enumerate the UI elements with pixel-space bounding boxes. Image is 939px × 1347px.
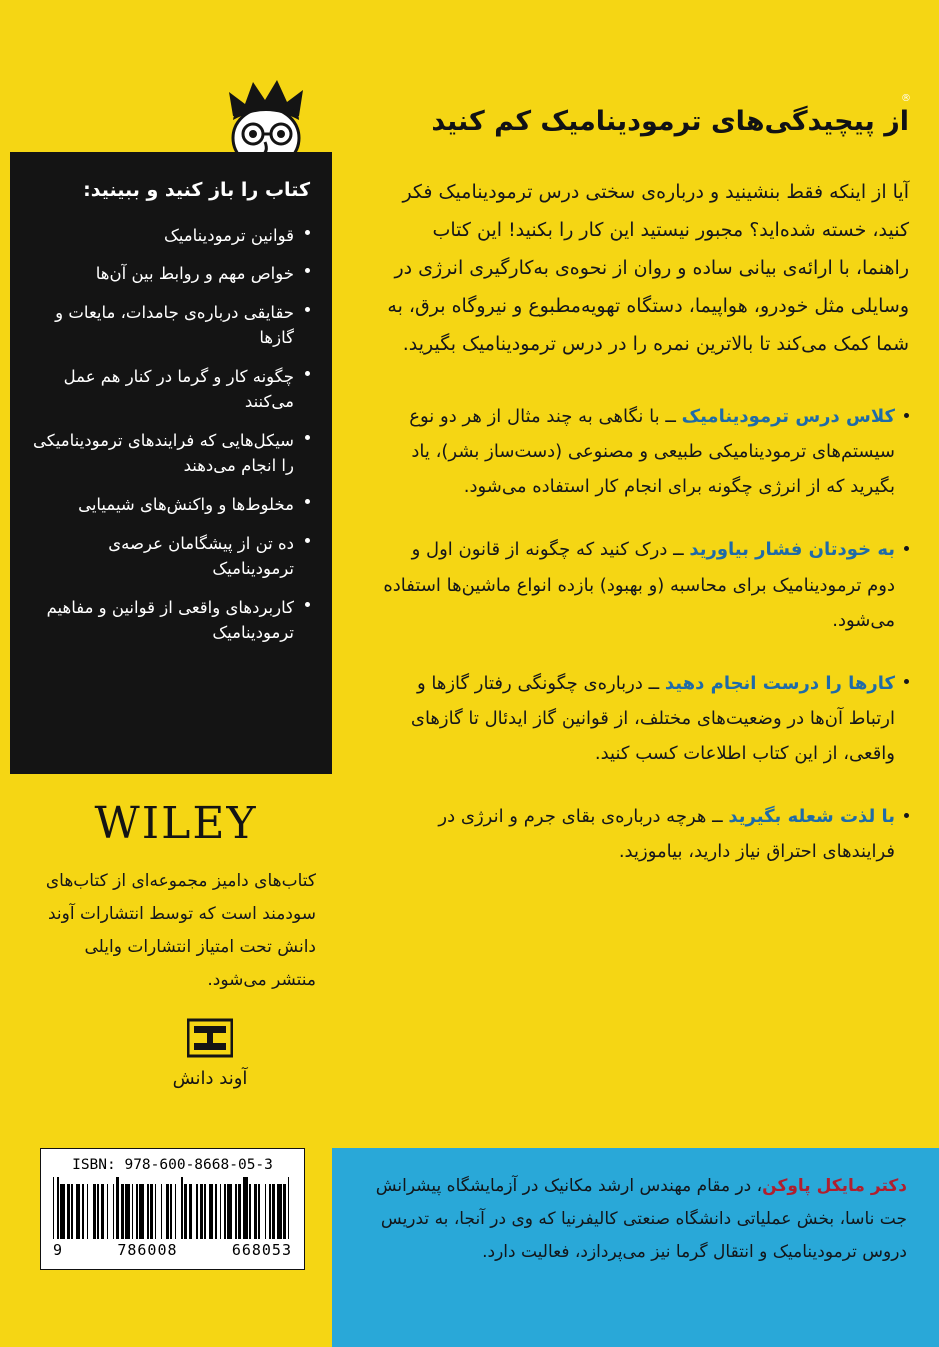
bullet-icon bbox=[305, 268, 310, 273]
list-item-label: سیکل‌هایی که فرایندهای ترمودینامیکی را انجام می‌دهند bbox=[32, 430, 294, 476]
list-item-label: ده تن از پیشگامان عرصه‌ی ترمودینامیک bbox=[108, 533, 294, 579]
barcode-digits bbox=[49, 1239, 296, 1259]
feature-item bbox=[379, 799, 909, 869]
list-item bbox=[32, 492, 310, 518]
wiley-block bbox=[36, 798, 316, 998]
page-title: از پیچیدگی‌های ترمودینامیک کم کنید bbox=[431, 106, 909, 137]
feature-lead: به خودتان فشار بیاورید bbox=[689, 539, 895, 561]
list-item bbox=[32, 531, 310, 582]
list-item bbox=[32, 223, 310, 249]
list-item bbox=[32, 595, 310, 646]
feature-item bbox=[379, 532, 909, 637]
wiley-logo: WILEY bbox=[94, 798, 258, 849]
list-item-label: خواص مهم و روابط بین آن‌ها bbox=[95, 264, 294, 284]
author-note bbox=[356, 1170, 907, 1269]
bullet-icon bbox=[904, 546, 909, 551]
feature-text: ــ با نگاهی به چند مثال از هر دو نوع سیستم‌های ترمودینامیکی طبیعی و مصنوعی (دست‌ساز بشر)، یاد بگیرید که از انرژی چگونه برای انجام کار استفاده می‌شود. bbox=[409, 406, 895, 498]
panel-list bbox=[32, 223, 310, 646]
bullet-icon bbox=[305, 371, 310, 376]
list-item bbox=[32, 364, 310, 415]
intro-paragraph: آیا از اینکه فقط بنشینید و درباره‌ی سختی درس ترمودینامیک فکر کنید، خسته شده‌اید؟ مجبور نیستید این کار را بکنید! این کتاب راهنما، با ارائه‌ی بیانی ساده و روان از نحوه‌ی به‌کارگیری انرژی در وسایلی مثل خودرو، هواپیما، دستگاه تهویه‌مطبوع و نیروگاه برق، به شما کمک می‌کند تا بالاترین نمره را در درس ترمودینامیک بگیرید. bbox=[387, 181, 909, 356]
barcode-block bbox=[40, 1148, 305, 1270]
barcode-bars bbox=[49, 1177, 296, 1239]
publisher-block bbox=[120, 1018, 300, 1089]
list-item-label: مخلوط‌ها و واکنش‌های شیمیایی bbox=[78, 495, 294, 514]
barcode-left-digit: 9 bbox=[53, 1241, 64, 1259]
feature-lead: کلاس درس ترمودینامیک bbox=[681, 406, 895, 428]
feature-lead: با لذت شعله بگیرید bbox=[728, 806, 895, 828]
feature-lead: کارها را درست انجام دهید bbox=[664, 672, 895, 694]
publisher-logo-icon bbox=[187, 1018, 233, 1058]
bullet-icon bbox=[305, 230, 310, 235]
wiley-note: کتاب‌های دامیز مجموعه‌ای از کتاب‌های سودمند است که توسط انتشارات آوند دانش تحت امتیاز انتشارات وایلی منتشر می‌شود. bbox=[45, 871, 316, 991]
list-item bbox=[32, 261, 310, 287]
bullet-icon bbox=[305, 538, 310, 543]
bullet-icon bbox=[305, 602, 310, 607]
list-item-label: کاربردهای واقعی از قوانین و مفاهیم ترمودینامیک bbox=[46, 597, 294, 643]
registered-trademark-mark: ® bbox=[901, 93, 911, 104]
bullet-icon bbox=[904, 413, 909, 418]
list-item bbox=[32, 300, 310, 351]
panel-title: کتاب را باز کنید و ببینید: bbox=[83, 179, 310, 201]
list-item bbox=[32, 428, 310, 479]
bullet-icon bbox=[904, 679, 909, 684]
author-band bbox=[332, 1148, 939, 1347]
feature-text: ــ درک کنید که چگونه از قانون اول و دوم ترمودینامیک برای محاسبه (و بهبود) بازده انواع ماشین‌ها استفاده می‌شود. bbox=[383, 539, 895, 631]
feature-text: ــ هرچه درباره‌ی بقای جرم و انرژی در فرایندهای احتراق نیاز دارید، بیاموزید. bbox=[438, 806, 895, 863]
list-item-label: قوانین ترمودینامیک bbox=[164, 225, 294, 245]
bullet-icon bbox=[305, 435, 310, 440]
feature-item bbox=[379, 666, 909, 771]
isbn-text: ISBN: 978-600-8668-05-3 bbox=[72, 1157, 273, 1173]
open-the-book-panel bbox=[10, 152, 332, 774]
bullet-icon bbox=[305, 307, 310, 312]
barcode-group-1: 786008 bbox=[117, 1241, 178, 1259]
list-item-label: چگونه کار و گرما در کنار هم عمل می‌کنند bbox=[63, 366, 294, 412]
author-name: دکتر مایکل پاوکن bbox=[762, 1176, 907, 1196]
author-bio: ، در مقام مهندس ارشد مکانیک در آزمایشگاه پیشرانش جت ناسا، بخش عملیاتی دانشگاه صنعتی کالیفرنیا که وی در آنجا، به تدریس دروس ترمودینامیک و انتقال گرما نیز می‌پردازد، فعالیت دارد. bbox=[375, 1176, 907, 1263]
bullet-icon bbox=[305, 499, 310, 504]
marketing-column bbox=[379, 100, 909, 897]
publisher-name: آوند دانش bbox=[172, 1068, 248, 1089]
bullet-icon bbox=[904, 813, 909, 818]
feature-text: ــ درباره‌ی چگونگی رفتار گازها و ارتباط آن‌ها در وضعیت‌های مختلف، از قوانین گاز ایدئال تا گازهای واقعی، از این کتاب اطلاعات کسب کنید. bbox=[410, 672, 895, 764]
barcode-group-2: 668053 bbox=[231, 1241, 292, 1259]
feature-item bbox=[379, 399, 909, 504]
list-item-label: حقایقی درباره‌ی جامدات، مایعات و گازها bbox=[55, 302, 294, 348]
